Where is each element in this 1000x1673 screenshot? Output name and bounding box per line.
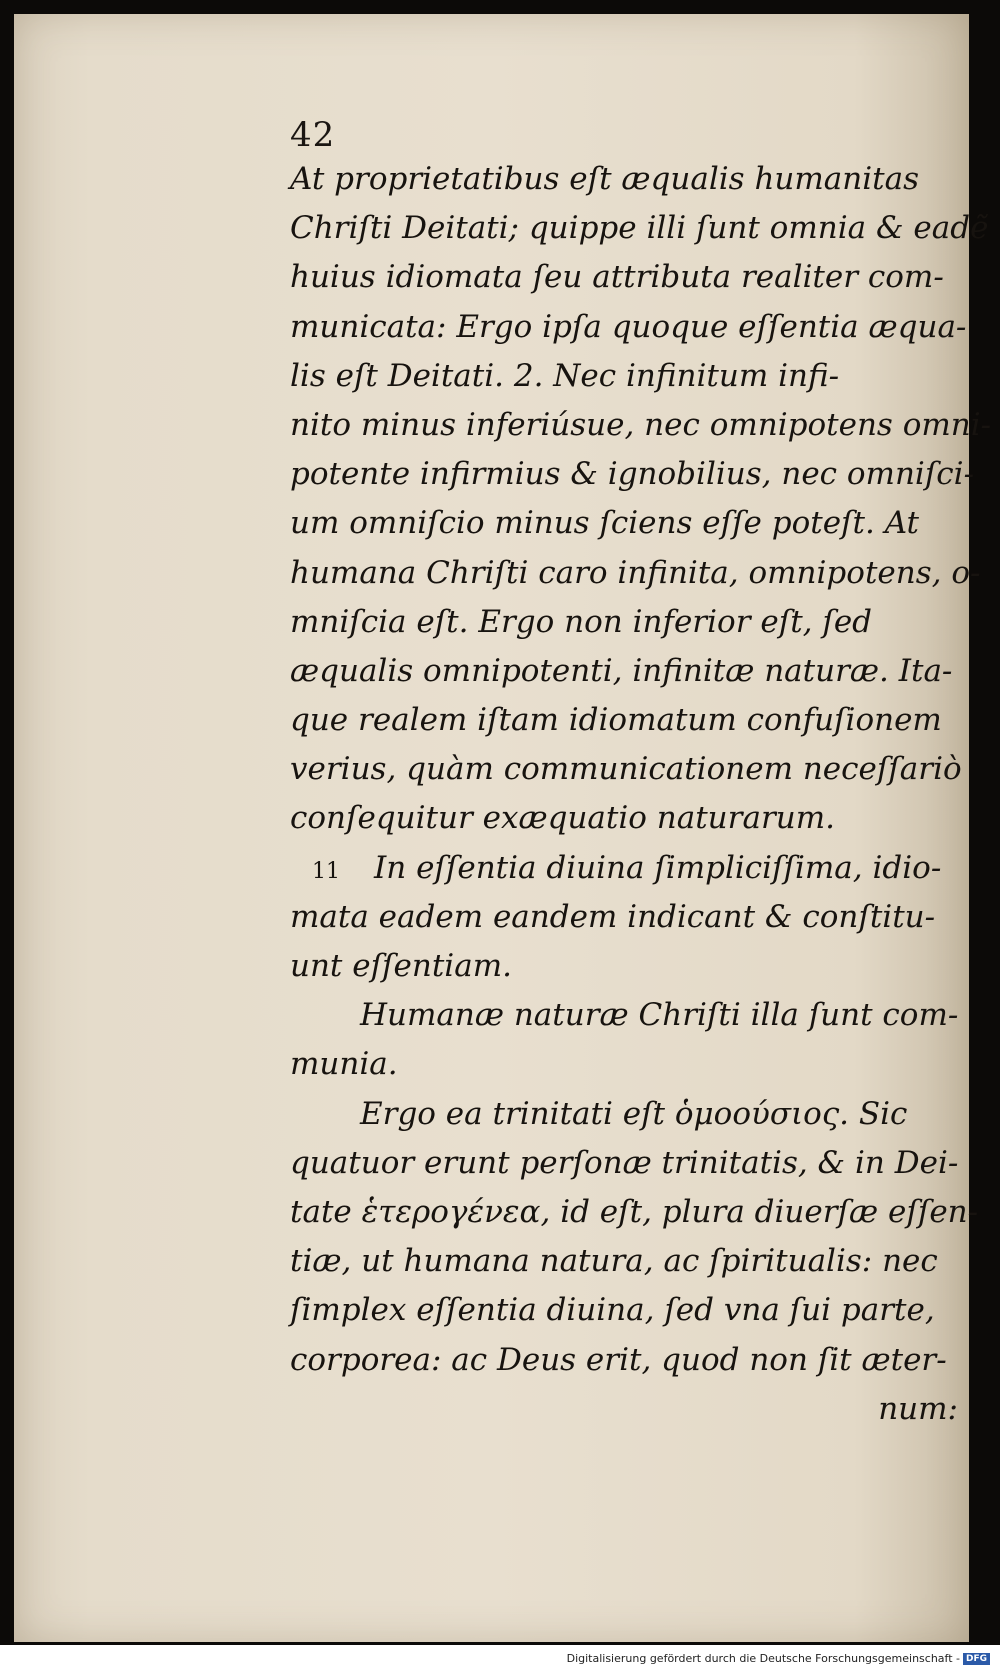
text-line: lis eſt Deitati. 2. Nec infinitum infi- — [290, 357, 840, 394]
text-line: tate ἑτερογένεα, id eſt, plura diuerſæ eſſen- — [290, 1193, 979, 1230]
margin-number: 11 — [312, 858, 340, 884]
text-line: æqualis omnipotenti, infinitæ naturæ. Ita- — [290, 652, 953, 689]
text-line: corporea: ac Deus erit, quod non ſit æter- — [290, 1341, 947, 1378]
text-line: quatuor erunt perſonæ trinitatis, & in Dei- — [290, 1144, 959, 1181]
text-line: humana Chriſti caro infinita, omnipotens, o- — [290, 554, 981, 591]
text-line: potente infirmius & ignobilius, nec omniſci- — [290, 456, 975, 493]
text-line: verius, quàm communicationem neceſſariò — [290, 751, 962, 788]
text-line-segment: In eſſentia diuina ſimpliciſſima, idio- — [374, 849, 942, 886]
text-line: nito minus inferiúsue, nec omnipotens omni- — [290, 406, 992, 443]
catchword: num: — [878, 1390, 958, 1427]
footer-text: Digitalisierung gefördert durch die Deutsche Forschungsgemeinschaft - — [566, 1652, 960, 1665]
text-line: tiæ, ut humana natura, ac ſpiritualis: nec — [290, 1243, 938, 1280]
text-line: que realem iſtam idiomatum confuſionem — [290, 702, 942, 739]
footer-credit — [0, 1652, 990, 1665]
dfg-logo: DFG — [963, 1653, 990, 1665]
text-line: ſimplex eſſentia diuina, ſed vna ſui parte, — [290, 1292, 935, 1329]
text-line: um omniſcio minus ſciens eſſe poteſt. At — [290, 505, 919, 542]
text-line: Humanæ naturæ Chriſti illa ſunt com- — [360, 997, 959, 1034]
body-text — [290, 155, 992, 1434]
text-line: munia. — [290, 1046, 398, 1083]
text-line: At proprietatibus eſt æqualis humanitas — [290, 161, 919, 197]
text-line: unt eſſentiam. — [290, 948, 512, 984]
text-line: conſequitur exæquatio naturarum. — [290, 800, 835, 837]
paragraph-first-line — [290, 844, 980, 893]
text-line: municata: Ergo ipſa quoque eſſentia æqua- — [290, 308, 967, 345]
text-line: Ergo ea trinitati eſt ὁμοούσιος. Sic — [360, 1095, 908, 1132]
text-line: Chriſti Deitati; quippe illi ſunt omnia & eadẽ — [290, 210, 989, 247]
page-number: 42 — [290, 115, 336, 155]
text-line: mata eadem eandem indicant & conſtitu- — [290, 898, 936, 935]
text-line: huius idiomata ſeu attributa realiter com- — [290, 259, 944, 296]
text-line: mniſcia eſt. Ergo non inferior eſt, ſed — [290, 603, 873, 640]
